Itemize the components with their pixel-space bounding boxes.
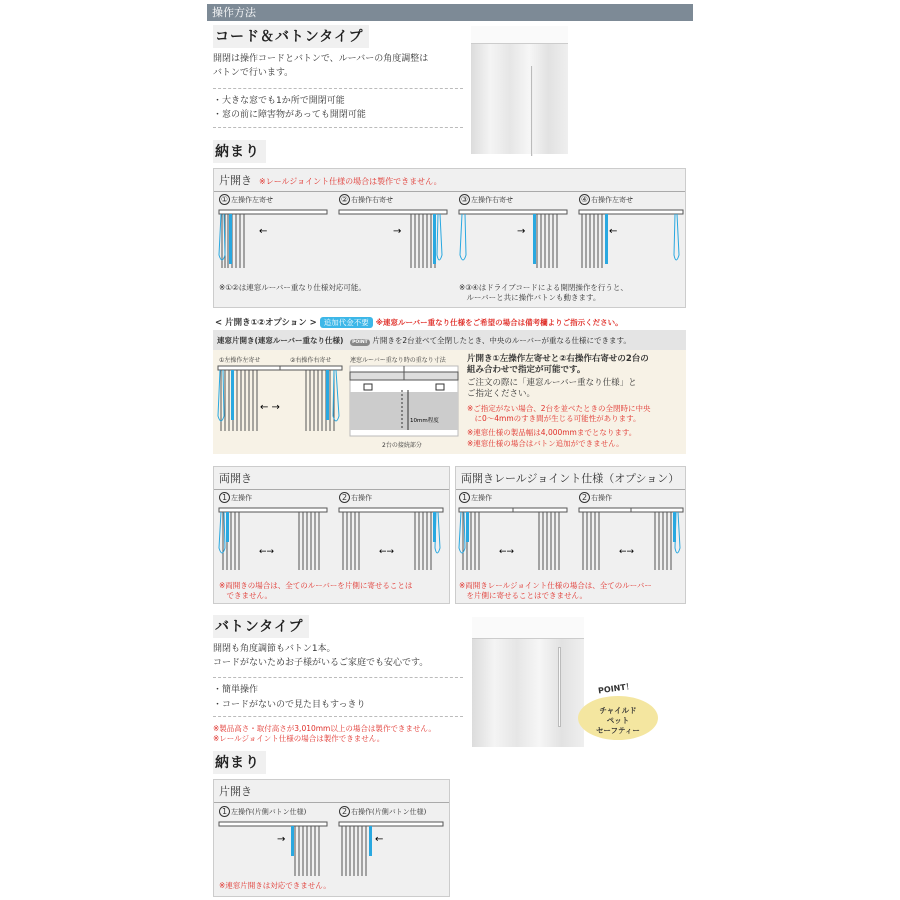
ryoj-diagram-1	[459, 508, 569, 578]
svg-text:←→: ←→	[499, 547, 515, 557]
option-band-title: 連窓片開き(連窓ルーバー重なり仕様)	[217, 336, 344, 345]
cord-desc: 開閉は操作コードとバトンで、ルーバーの角度調整は バトンで行います。	[213, 54, 429, 78]
svg-text:←→: ←→	[259, 547, 275, 557]
option-label-1: ①左操作左寄せ	[219, 357, 261, 364]
svg-text:←: ←	[375, 834, 384, 845]
baton-bullet-1: ・簡単操作	[213, 685, 259, 695]
kata-note-34: ※③④はドライブコードによる開閉操作を行うと、 ルーバーと共に操作バトンも動きます。	[459, 283, 628, 302]
kata2-title: 片開き	[214, 780, 449, 803]
option-title: < 片開き①②オプション >	[215, 318, 317, 328]
point-mark: POINT	[352, 340, 368, 345]
kata-warning: ※レールジョイント仕様の場合は製作できません。	[259, 177, 442, 186]
svg-text:→: →	[393, 226, 402, 237]
option-text-2: ご注文の際に「連窓ルーバー重なり仕様」と ご指定ください。	[467, 378, 637, 399]
baton-red-2: ※レールジョイント仕様の場合は製作できません。	[213, 734, 385, 743]
svg-text:← →: ← →	[260, 402, 280, 413]
section-diagram	[350, 366, 460, 438]
kata-label-3: 左操作右寄せ	[471, 196, 513, 204]
kata-label-4: 右操作左寄せ	[591, 196, 633, 204]
option-label-2: ②右操作右寄せ	[290, 357, 332, 364]
option-warning: ※連窓ルーバー重なり仕様をご希望の場合は備考欄よりご指示ください。	[375, 318, 623, 327]
kata-diagram-2	[339, 210, 449, 280]
osamari-title-1: 納まり	[213, 140, 266, 163]
kata-label-1: 左操作左寄せ	[231, 196, 273, 204]
option-badge: 追加代金不要	[320, 317, 373, 328]
kata2-label-2: 右操作(片側バトン仕様)	[351, 808, 427, 816]
section-title: 連窓ルーバー重なり時の重なり寸法	[350, 357, 446, 364]
ryoj-label-2: 右操作	[591, 494, 612, 502]
kata2-diagram-2	[339, 822, 449, 882]
svg-text:←: ←	[259, 226, 268, 237]
svg-text:←→: ←→	[379, 547, 395, 557]
option-red-3: ※連窓仕様の場合はバトン追加ができません。	[467, 439, 624, 448]
ryo-title: 両開き	[214, 467, 449, 490]
kata-note-12: ※①②は連窓ルーバー重なり仕様対応可能。	[219, 283, 366, 292]
cord-product-photo	[471, 26, 568, 154]
ryoj-note: ※両開きレールジョイント仕様の場合は、全てのルーバー を片側に寄せることはできません。	[459, 581, 652, 600]
option-red-1: ※ご指定がない場合、2台を並べたときの全閉時に中央 に0～4mmのすき間が生じる可能性があります。	[467, 404, 651, 423]
kata2-label-1: 左操作(片側バトン仕様)	[231, 808, 307, 816]
section-caption: 2台の接続部分	[382, 442, 422, 449]
baton-red-1: ※製品高さ・取付高さが3,010mm以上の場合は製作できません。	[213, 724, 436, 733]
baton-bullet-2: ・コードがないので見た目もすっきり	[213, 700, 366, 710]
ryo-label-1: 左操作	[231, 494, 252, 502]
kata2-note: ※連窓片開きは対応できません。	[219, 881, 331, 890]
cord-baton-title: コード＆バトンタイプ	[213, 25, 369, 48]
section-header: 操作方法	[207, 4, 693, 21]
ryo-diagram-1	[219, 508, 329, 578]
baton-desc: 開閉も角度調節もバトン1本。 コードがないためお子様がいるご家庭でも安心です。	[213, 644, 429, 668]
option-diagram	[218, 366, 344, 436]
option-bold-text: 片開き①左操作左寄せと②右操作右寄せの2台の 組み合わせで指定が可能です。	[467, 354, 649, 375]
kata-label-2: 右操作右寄せ	[351, 196, 393, 204]
svg-text:←→: ←→	[619, 547, 635, 557]
ryo-diagram-2	[339, 508, 449, 578]
kata-diagram-3	[459, 210, 569, 280]
ryoj-label-1: 左操作	[471, 494, 492, 502]
point-badge: チャイルド ペット セーフティー	[578, 696, 658, 740]
kata-diagram-4	[579, 210, 689, 280]
kata-title: 片開き	[219, 174, 252, 187]
cord-bullet-2: ・窓の前に障害物があっても開閉可能	[213, 110, 366, 120]
svg-text:→: →	[517, 226, 526, 237]
ryoj-title: 両開きレールジョイント仕様（オプション）	[456, 467, 685, 490]
baton-title: バトンタイプ	[213, 615, 309, 638]
cord-bullet-1: ・大きな窓でも1か所で開閉可能	[213, 96, 345, 106]
option-band-text: 片開きを2台並べて全閉したとき、中央のルーバーが重なる仕様にできます。	[372, 336, 631, 345]
point-label: POINT！	[597, 681, 635, 696]
kata2-diagram-1	[219, 822, 329, 882]
ryoj-diagram-2	[579, 508, 689, 578]
svg-text:←: ←	[609, 226, 618, 237]
baton-product-photo	[472, 617, 584, 747]
ryo-note: ※両開きの場合は、全てのルーバーを片側に寄せることは できません。	[219, 581, 413, 600]
osamari-title-2: 納まり	[213, 751, 266, 774]
svg-text:10mm程度: 10mm程度	[410, 418, 439, 424]
svg-text:→: →	[277, 834, 286, 845]
ryo-label-2: 右操作	[351, 494, 372, 502]
option-red-2: ※連窓仕様の製品幅は4,000mmまでとなります。	[467, 428, 637, 437]
kata-diagram-1	[219, 210, 329, 280]
